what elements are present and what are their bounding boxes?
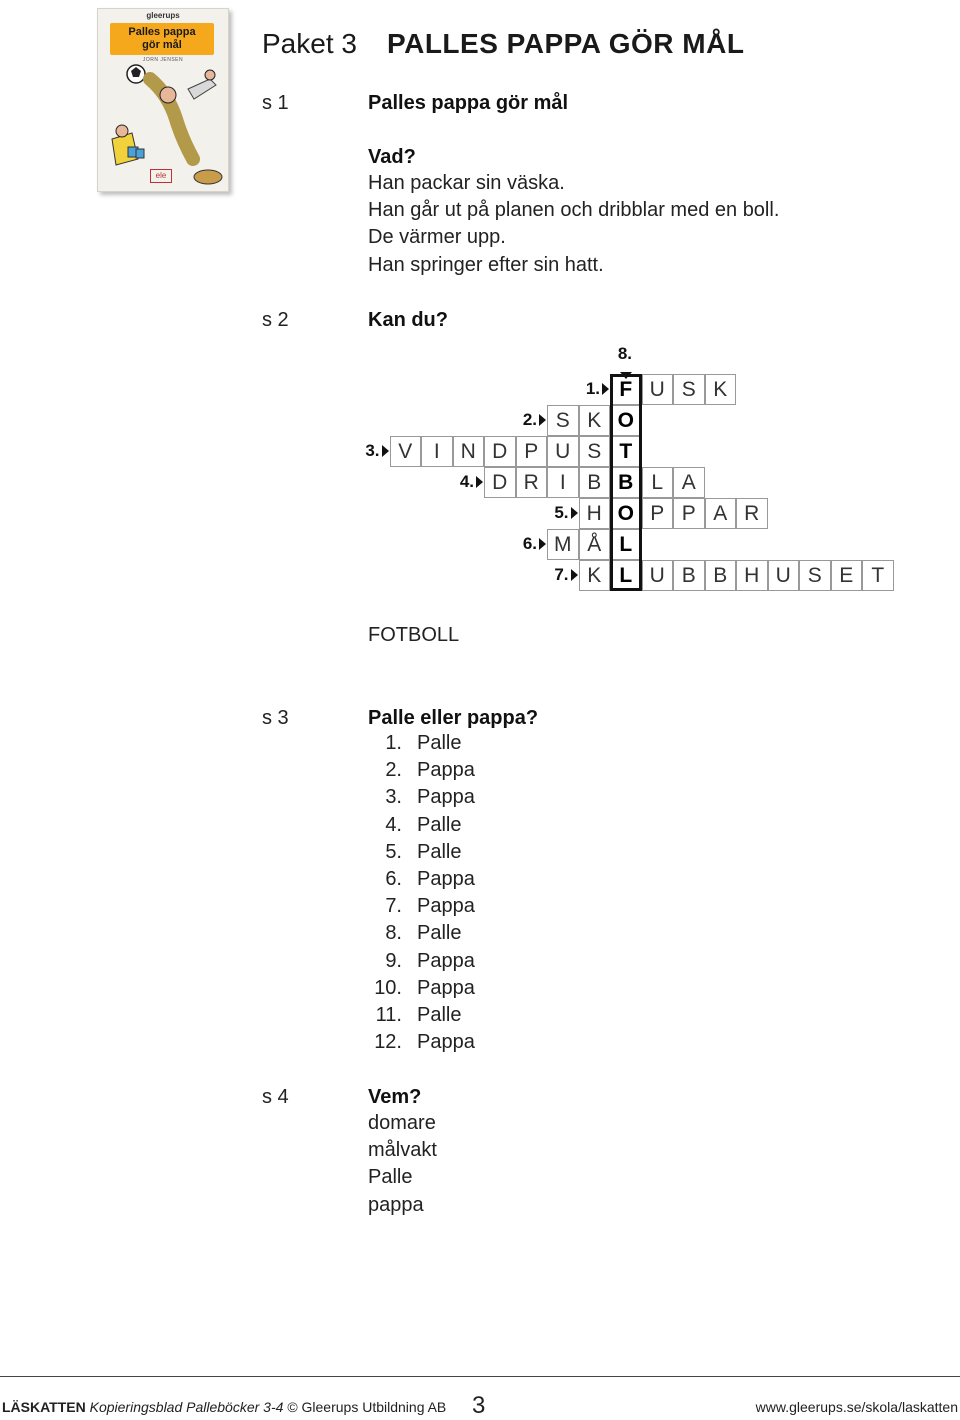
list-item-word: Palle — [417, 732, 462, 754]
crossword-cell: R — [736, 498, 768, 529]
crossword-cell: U — [547, 436, 579, 467]
crossword-arrow-icon — [382, 445, 389, 457]
crossword-cell: F — [610, 374, 642, 405]
crossword-solution-column — [610, 374, 642, 591]
crossword-cell: Å — [579, 529, 611, 560]
crossword-cell: U — [642, 560, 674, 591]
list-item-number: 5. — [385, 840, 402, 863]
s2-heading: Kan du? — [368, 309, 448, 331]
crossword-cell: U — [642, 374, 674, 405]
crossword-clue-number: 3. — [365, 441, 380, 460]
cover-publisher: gleerups — [146, 11, 180, 20]
list-item-word: Pappa — [417, 1031, 475, 1054]
crossword-cell: B — [673, 560, 705, 591]
crossword-arrow-icon — [602, 383, 609, 395]
page-title: PALLES PAPPA GÖR MÅL — [387, 28, 745, 59]
list-item-number: 4. — [385, 813, 402, 836]
list-item-number: 9. — [385, 949, 402, 972]
footer-brand: LÄSKATTEN — [2, 1399, 86, 1415]
s4-answer-line: pappa — [368, 1193, 424, 1216]
s4-answer-line: Palle — [368, 1166, 413, 1189]
crossword-cell: M — [547, 529, 579, 560]
crossword-cell: B — [610, 467, 642, 498]
list-item-number: 10. — [374, 976, 402, 999]
list-item-number: 3. — [385, 786, 402, 809]
crossword-clue-number: 2. — [522, 410, 537, 429]
list-item-word: Palle — [417, 840, 462, 863]
crossword-cell: E — [831, 560, 863, 591]
list-item — [368, 757, 668, 784]
crossword-arrow-icon — [539, 538, 546, 550]
list-item — [368, 920, 668, 947]
s1-answer-line: Han går ut på planen och dribblar med en boll. — [368, 199, 780, 222]
s4-answer-line: målvakt — [368, 1139, 437, 1162]
list-item — [368, 784, 668, 811]
crossword-cell: S — [547, 405, 579, 436]
crossword-cell: K — [705, 374, 737, 405]
crossword-arrow-icon — [476, 476, 483, 488]
crossword-cell: P — [673, 498, 705, 529]
s4-answers — [368, 1110, 437, 1219]
cover-title: Palles pappa gör mål — [110, 23, 214, 55]
list-item — [368, 948, 668, 975]
crossword-cell: K — [579, 560, 611, 591]
crossword-cell: O — [610, 405, 642, 436]
crossword-cell: A — [673, 467, 705, 498]
list-item-word: Pappa — [417, 867, 475, 890]
section-label-s2: s 2 — [262, 309, 289, 331]
crossword-clue-number: 6. — [522, 534, 537, 553]
crossword-cell: V — [390, 436, 422, 467]
crossword-cell: R — [516, 467, 548, 498]
crossword-cell: H — [579, 498, 611, 529]
list-item — [368, 730, 668, 757]
crossword-cell: B — [579, 467, 611, 498]
crossword-cell: H — [736, 560, 768, 591]
list-item — [368, 839, 668, 866]
list-item — [368, 1029, 668, 1056]
crossword-cell: L — [642, 467, 674, 498]
crossword-cell: P — [642, 498, 674, 529]
s4-answer-line: domare — [368, 1112, 436, 1134]
crossword-cell: T — [862, 560, 894, 591]
crossword-grid — [0, 0, 960, 620]
list-item-word: Pappa — [417, 895, 475, 918]
footer-subtitle: Kopieringsblad Palleböcker 3-4 — [89, 1399, 284, 1415]
s1-answer-line: Han springer efter sin hatt. — [368, 253, 604, 276]
page-number: 3 — [472, 1392, 486, 1419]
list-item-number: 6. — [385, 867, 402, 890]
list-item-word: Pappa — [417, 976, 475, 999]
footer-url[interactable]: www.gleerups.se/skola/laskatten — [755, 1399, 958, 1415]
crossword-solution-word: FOTBOLL — [368, 624, 460, 646]
crossword-cell: D — [484, 436, 516, 467]
list-item-number: 7. — [385, 895, 402, 918]
list-item — [368, 975, 668, 1002]
crossword-cell: B — [705, 560, 737, 591]
crossword-down-clue-number: 8. — [617, 344, 632, 363]
s1-heading: Vad? — [368, 146, 416, 168]
cover-author: JORN JENSEN — [142, 57, 184, 63]
crossword-down-arrow-icon — [620, 372, 632, 379]
crossword-cell: L — [610, 529, 642, 560]
list-item-number: 8. — [385, 922, 402, 945]
crossword-clue-number: 5. — [554, 503, 569, 522]
crossword-cell: N — [453, 436, 485, 467]
page-title-prefix: Paket 3 — [262, 28, 357, 59]
crossword-cell: I — [547, 467, 579, 498]
crossword-cell: P — [516, 436, 548, 467]
footer-divider — [0, 1376, 960, 1377]
crossword-cell: L — [610, 560, 642, 591]
section-label-s1: s 1 — [262, 92, 289, 114]
crossword-cell: I — [421, 436, 453, 467]
footer-copyright: © Gleerups Utbildning AB — [287, 1399, 447, 1415]
list-item — [368, 893, 668, 920]
list-item-word: Pappa — [417, 786, 475, 809]
crossword-cell: T — [610, 436, 642, 467]
crossword-cell: O — [610, 498, 642, 529]
crossword-arrow-icon — [571, 569, 578, 581]
crossword-cell: A — [705, 498, 737, 529]
crossword-clue-number: 4. — [459, 472, 474, 491]
s3-answer-list — [368, 730, 668, 1056]
list-item-word: Pappa — [417, 759, 475, 782]
crossword-cell: U — [768, 560, 800, 591]
cover-logo: ele — [150, 169, 172, 183]
list-item-number: 2. — [385, 759, 402, 782]
s1-subtitle: Palles pappa gör mål — [368, 92, 569, 114]
s3-heading: Palle eller pappa? — [368, 707, 539, 729]
crossword-cell: K — [579, 405, 611, 436]
list-item-number: 12. — [374, 1031, 402, 1054]
crossword-cell: S — [579, 436, 611, 467]
list-item-number: 1. — [385, 732, 402, 754]
crossword-cell: S — [673, 374, 705, 405]
list-item — [368, 1002, 668, 1029]
list-item-word: Palle — [417, 922, 462, 945]
list-item — [368, 812, 668, 839]
list-item-word: Pappa — [417, 949, 475, 972]
footer-text — [2, 1399, 446, 1415]
section-label-s3: s 3 — [262, 707, 289, 729]
crossword-arrow-icon — [571, 507, 578, 519]
s4-heading: Vem? — [368, 1086, 422, 1108]
crossword-clue-number: 1. — [585, 379, 600, 398]
list-item — [368, 866, 668, 893]
crossword-clue-number: 7. — [554, 565, 569, 584]
crossword-cell: D — [484, 467, 516, 498]
list-item-number: 11. — [375, 1003, 402, 1026]
s1-answer-line: Han packar sin väska. — [368, 172, 565, 194]
s1-answer-line: De värmer upp. — [368, 226, 506, 249]
list-item-word: Palle — [417, 813, 462, 836]
section-label-s4: s 4 — [262, 1086, 289, 1108]
crossword-cell: S — [799, 560, 831, 591]
list-item-word: Palle — [417, 1003, 462, 1026]
crossword-arrow-icon — [539, 414, 546, 426]
